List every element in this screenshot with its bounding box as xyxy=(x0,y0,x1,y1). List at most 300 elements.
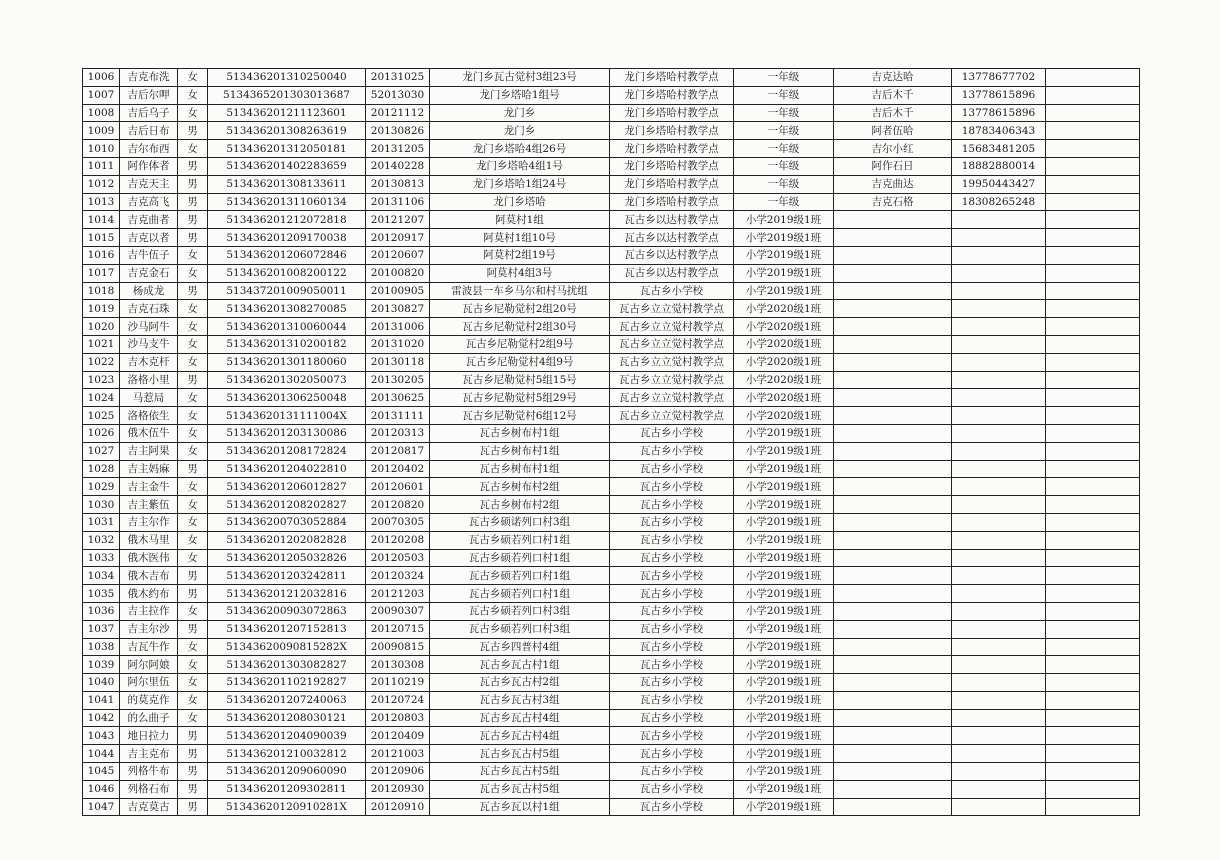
school-cell: 瓦古乡小学校 xyxy=(610,460,734,478)
phone-cell xyxy=(952,442,1046,460)
school-cell: 瓦古乡小学校 xyxy=(610,709,734,727)
extra-cell xyxy=(1046,407,1140,425)
address-cell: 瓦古乡尼勒觉村5组15号 xyxy=(430,371,610,389)
gender-cell: 男 xyxy=(178,763,208,781)
phone-cell xyxy=(952,531,1046,549)
id-number-cell: 513436201306250048 xyxy=(208,389,366,407)
table-row xyxy=(83,300,1140,318)
extra-cell xyxy=(1046,424,1140,442)
birth-date-cell: 20130813 xyxy=(366,175,430,193)
phone-cell xyxy=(952,478,1046,496)
table-row xyxy=(83,175,1140,193)
table-row xyxy=(83,531,1140,549)
row-number-cell: 1016 xyxy=(83,246,120,264)
grade-cell: 小学2019级1班 xyxy=(734,264,834,282)
student-name-cell: 吉尔布西 xyxy=(120,140,178,158)
guardian-name-cell xyxy=(834,300,952,318)
extra-cell xyxy=(1046,318,1140,336)
grade-cell: 一年级 xyxy=(734,175,834,193)
school-cell: 瓦古乡立立觉村教学点 xyxy=(610,407,734,425)
address-cell: 瓦古乡尼勒觉村5组29号 xyxy=(430,389,610,407)
table-row xyxy=(83,442,1140,460)
row-number-cell: 1011 xyxy=(83,157,120,175)
row-number-cell: 1017 xyxy=(83,264,120,282)
student-name-cell: 吉木克杆 xyxy=(120,353,178,371)
gender-cell: 女 xyxy=(178,709,208,727)
id-number-cell: 513436201206012827 xyxy=(208,478,366,496)
phone-cell: 15683481205 xyxy=(952,140,1046,158)
extra-cell xyxy=(1046,709,1140,727)
school-cell: 瓦古乡小学校 xyxy=(610,478,734,496)
gender-cell: 女 xyxy=(178,674,208,692)
grade-cell: 小学2019级1班 xyxy=(734,460,834,478)
address-cell: 龙门乡塔哈1组24号 xyxy=(430,175,610,193)
student-name-cell: 的么曲子 xyxy=(120,709,178,727)
birth-date-cell: 20120803 xyxy=(366,709,430,727)
student-name-cell: 阿尔里伍 xyxy=(120,674,178,692)
phone-cell xyxy=(952,745,1046,763)
row-number-cell: 1034 xyxy=(83,567,120,585)
student-name-cell: 吉主尔沙 xyxy=(120,620,178,638)
birth-date-cell: 20130118 xyxy=(366,353,430,371)
gender-cell: 女 xyxy=(178,656,208,674)
gender-cell: 女 xyxy=(178,353,208,371)
row-number-cell: 1012 xyxy=(83,175,120,193)
school-cell: 瓦古乡小学校 xyxy=(610,549,734,567)
id-number-cell: 513436201102192827 xyxy=(208,674,366,692)
address-cell: 龙门乡塔哈4组1号 xyxy=(430,157,610,175)
row-number-cell: 1032 xyxy=(83,531,120,549)
extra-cell xyxy=(1046,122,1140,140)
student-name-cell: 吉牛伍子 xyxy=(120,246,178,264)
extra-cell xyxy=(1046,585,1140,603)
extra-cell xyxy=(1046,763,1140,781)
id-number-cell: 513436201310060044 xyxy=(208,318,366,336)
birth-date-cell: 20130308 xyxy=(366,656,430,674)
school-cell: 龙门乡塔哈村教学点 xyxy=(610,157,734,175)
grade-cell: 一年级 xyxy=(734,193,834,211)
table-row xyxy=(83,353,1140,371)
address-cell: 瓦古乡树布村1组 xyxy=(430,442,610,460)
address-cell: 瓦古乡硕若列口村1组 xyxy=(430,585,610,603)
id-number-cell: 513436201208172824 xyxy=(208,442,366,460)
address-cell: 龙门乡瓦古觉村3组23号 xyxy=(430,69,610,87)
birth-date-cell: 20140228 xyxy=(366,157,430,175)
row-number-cell: 1035 xyxy=(83,585,120,603)
gender-cell: 男 xyxy=(178,175,208,193)
school-cell: 瓦古乡小学校 xyxy=(610,691,734,709)
row-number-cell: 1024 xyxy=(83,389,120,407)
gender-cell: 男 xyxy=(178,282,208,300)
student-name-cell: 吉主阿果 xyxy=(120,442,178,460)
phone-cell xyxy=(952,780,1046,798)
table-row xyxy=(83,407,1140,425)
address-cell: 瓦古乡瓦以村1组 xyxy=(430,798,610,816)
student-name-cell: 杨成龙 xyxy=(120,282,178,300)
phone-cell xyxy=(952,407,1046,425)
extra-cell xyxy=(1046,620,1140,638)
student-name-cell: 吉主金牛 xyxy=(120,478,178,496)
grade-cell: 一年级 xyxy=(734,140,834,158)
grade-cell: 小学2020级1班 xyxy=(734,318,834,336)
phone-cell xyxy=(952,389,1046,407)
birth-date-cell: 20120715 xyxy=(366,620,430,638)
school-cell: 瓦古乡以达村教学点 xyxy=(610,229,734,247)
id-number-cell: 513436201207152813 xyxy=(208,620,366,638)
address-cell: 龙门乡塔哈4组26号 xyxy=(430,140,610,158)
phone-cell xyxy=(952,424,1046,442)
id-number-cell: 513436201402283659 xyxy=(208,157,366,175)
phone-cell: 18308265248 xyxy=(952,193,1046,211)
school-cell: 瓦古乡小学校 xyxy=(610,585,734,603)
id-number-cell: 51343620131111004X xyxy=(208,407,366,425)
address-cell: 瓦古乡四普村4组 xyxy=(430,638,610,656)
gender-cell: 女 xyxy=(178,264,208,282)
id-number-cell: 513436201301180060 xyxy=(208,353,366,371)
school-cell: 瓦古乡小学校 xyxy=(610,282,734,300)
birth-date-cell: 20120724 xyxy=(366,691,430,709)
row-number-cell: 1007 xyxy=(83,86,120,104)
table-row xyxy=(83,620,1140,638)
row-number-cell: 1031 xyxy=(83,513,120,531)
id-number-cell: 513436201210032812 xyxy=(208,745,366,763)
row-number-cell: 1041 xyxy=(83,691,120,709)
extra-cell xyxy=(1046,104,1140,122)
extra-cell xyxy=(1046,780,1140,798)
grade-cell: 一年级 xyxy=(734,69,834,87)
id-number-cell: 513436201212032816 xyxy=(208,585,366,603)
extra-cell xyxy=(1046,638,1140,656)
student-name-cell: 吉克天主 xyxy=(120,175,178,193)
student-name-cell: 吉主克布 xyxy=(120,745,178,763)
guardian-name-cell xyxy=(834,371,952,389)
extra-cell xyxy=(1046,727,1140,745)
guardian-name-cell xyxy=(834,585,952,603)
gender-cell: 女 xyxy=(178,638,208,656)
guardian-name-cell xyxy=(834,709,952,727)
student-name-cell: 俄木医伟 xyxy=(120,549,178,567)
birth-date-cell: 20121003 xyxy=(366,745,430,763)
address-cell: 瓦古乡硕若列口村3组 xyxy=(430,602,610,620)
phone-cell xyxy=(952,620,1046,638)
birth-date-cell: 20131020 xyxy=(366,335,430,353)
row-number-cell: 1018 xyxy=(83,282,120,300)
row-number-cell: 1013 xyxy=(83,193,120,211)
guardian-name-cell xyxy=(834,442,952,460)
address-cell: 瓦古乡瓦古村5组 xyxy=(430,780,610,798)
school-cell: 瓦古乡小学校 xyxy=(610,513,734,531)
birth-date-cell: 20120930 xyxy=(366,780,430,798)
table-row xyxy=(83,371,1140,389)
phone-cell xyxy=(952,513,1046,531)
guardian-name-cell: 吉后木千 xyxy=(834,86,952,104)
row-number-cell: 1015 xyxy=(83,229,120,247)
row-number-cell: 1045 xyxy=(83,763,120,781)
id-number-cell: 513437201009050011 xyxy=(208,282,366,300)
row-number-cell: 1006 xyxy=(83,69,120,87)
extra-cell xyxy=(1046,442,1140,460)
guardian-name-cell xyxy=(834,282,952,300)
student-name-cell: 洛格依生 xyxy=(120,407,178,425)
row-number-cell: 1014 xyxy=(83,211,120,229)
gender-cell: 男 xyxy=(178,585,208,603)
table-row xyxy=(83,122,1140,140)
birth-date-cell: 20130827 xyxy=(366,300,430,318)
phone-cell: 18783406343 xyxy=(952,122,1046,140)
grade-cell: 小学2019级1班 xyxy=(734,691,834,709)
gender-cell: 女 xyxy=(178,407,208,425)
address-cell: 瓦古乡尼勒觉村2组30号 xyxy=(430,318,610,336)
gender-cell: 女 xyxy=(178,424,208,442)
address-cell: 龙门乡 xyxy=(430,122,610,140)
address-cell: 瓦古乡瓦古村4组 xyxy=(430,727,610,745)
grade-cell: 小学2019级1班 xyxy=(734,246,834,264)
row-number-cell: 1019 xyxy=(83,300,120,318)
id-number-cell: 513436200903072863 xyxy=(208,602,366,620)
id-number-cell: 513436520130301368​7 xyxy=(208,86,366,104)
address-cell: 阿莫村1组 xyxy=(430,211,610,229)
school-cell: 龙门乡塔哈村教学点 xyxy=(610,175,734,193)
school-cell: 瓦古乡立立觉村教学点 xyxy=(610,389,734,407)
row-number-cell: 1046 xyxy=(83,780,120,798)
student-name-cell: 吉后尔呷 xyxy=(120,86,178,104)
school-cell: 瓦古乡以达村教学点 xyxy=(610,211,734,229)
school-cell: 瓦古乡小学校 xyxy=(610,674,734,692)
birth-date-cell: 20131006 xyxy=(366,318,430,336)
guardian-name-cell xyxy=(834,656,952,674)
birth-date-cell: 20120601 xyxy=(366,478,430,496)
extra-cell xyxy=(1046,567,1140,585)
row-number-cell: 1030 xyxy=(83,496,120,514)
birth-date-cell: 20131111 xyxy=(366,407,430,425)
school-cell: 瓦古乡小学校 xyxy=(610,602,734,620)
table-row xyxy=(83,763,1140,781)
address-cell: 龙门乡塔哈 xyxy=(430,193,610,211)
table-row xyxy=(83,229,1140,247)
grade-cell: 小学2019级1班 xyxy=(734,229,834,247)
grade-cell: 小学2019级1班 xyxy=(734,513,834,531)
guardian-name-cell: 阿者伍哈 xyxy=(834,122,952,140)
phone-cell xyxy=(952,460,1046,478)
grade-cell: 小学2019级1班 xyxy=(734,549,834,567)
id-number-cell: 513436201212072818 xyxy=(208,211,366,229)
school-cell: 龙门乡塔哈村教学点 xyxy=(610,86,734,104)
extra-cell xyxy=(1046,656,1140,674)
table-row xyxy=(83,549,1140,567)
gender-cell: 女 xyxy=(178,513,208,531)
gender-cell: 男 xyxy=(178,727,208,745)
grade-cell: 小学2019级1班 xyxy=(734,798,834,816)
row-number-cell: 1028 xyxy=(83,460,120,478)
school-cell: 瓦古乡小学校 xyxy=(610,780,734,798)
birth-date-cell: 20100905 xyxy=(366,282,430,300)
birth-date-cell: 20130826 xyxy=(366,122,430,140)
gender-cell: 男 xyxy=(178,229,208,247)
table-row xyxy=(83,335,1140,353)
guardian-name-cell xyxy=(834,389,952,407)
table-row xyxy=(83,318,1140,336)
table-row xyxy=(83,691,1140,709)
table-row xyxy=(83,460,1140,478)
birth-date-cell: 20120910 xyxy=(366,798,430,816)
student-name-cell: 吉克石珠 xyxy=(120,300,178,318)
phone-cell xyxy=(952,691,1046,709)
school-cell: 瓦古乡小学校 xyxy=(610,656,734,674)
address-cell: 瓦古乡硕若列口村1组 xyxy=(430,567,610,585)
table-row xyxy=(83,656,1140,674)
extra-cell xyxy=(1046,140,1140,158)
table-row xyxy=(83,798,1140,816)
id-number-cell: 513436201302050073 xyxy=(208,371,366,389)
birth-date-cell: 20131106 xyxy=(366,193,430,211)
grade-cell: 一年级 xyxy=(734,157,834,175)
gender-cell: 男 xyxy=(178,745,208,763)
extra-cell xyxy=(1046,513,1140,531)
student-name-cell: 沙马阿牛 xyxy=(120,318,178,336)
phone-cell xyxy=(952,371,1046,389)
gender-cell: 男 xyxy=(178,798,208,816)
student-name-cell: 阿尔阿娘 xyxy=(120,656,178,674)
address-cell: 阿莫村4组3号 xyxy=(430,264,610,282)
grade-cell: 小学2019级1班 xyxy=(734,709,834,727)
address-cell: 瓦古乡瓦古村3组 xyxy=(430,691,610,709)
school-cell: 瓦古乡小学校 xyxy=(610,424,734,442)
phone-cell xyxy=(952,229,1046,247)
extra-cell xyxy=(1046,478,1140,496)
id-number-cell: 513436201303082827 xyxy=(208,656,366,674)
address-cell: 龙门乡塔哈1组号 xyxy=(430,86,610,104)
address-cell: 瓦古乡硕若列口村3组 xyxy=(430,620,610,638)
address-cell: 瓦古乡树布村1组 xyxy=(430,460,610,478)
extra-cell xyxy=(1046,460,1140,478)
student-name-cell: 洛格小里 xyxy=(120,371,178,389)
guardian-name-cell xyxy=(834,424,952,442)
student-name-cell: 吉克高飞 xyxy=(120,193,178,211)
address-cell: 瓦古乡树布村2组 xyxy=(430,496,610,514)
table-row xyxy=(83,246,1140,264)
extra-cell xyxy=(1046,300,1140,318)
extra-cell xyxy=(1046,691,1140,709)
gender-cell: 男 xyxy=(178,157,208,175)
table-row xyxy=(83,282,1140,300)
phone-cell xyxy=(952,602,1046,620)
id-number-cell: 513436201206072846 xyxy=(208,246,366,264)
phone-cell: 19950443427 xyxy=(952,175,1046,193)
row-number-cell: 1008 xyxy=(83,104,120,122)
student-name-cell: 吉主妈麻 xyxy=(120,460,178,478)
birth-date-cell: 20090815 xyxy=(366,638,430,656)
gender-cell: 女 xyxy=(178,549,208,567)
phone-cell xyxy=(952,300,1046,318)
id-number-cell: 51343620090815282X xyxy=(208,638,366,656)
extra-cell xyxy=(1046,246,1140,264)
phone-cell xyxy=(952,709,1046,727)
id-number-cell: 513436201202082828 xyxy=(208,531,366,549)
table-row xyxy=(83,567,1140,585)
grade-cell: 小学2020级1班 xyxy=(734,300,834,318)
id-number-cell: 513436201203242811 xyxy=(208,567,366,585)
birth-date-cell: 20131025 xyxy=(366,69,430,87)
gender-cell: 男 xyxy=(178,211,208,229)
school-cell: 瓦古乡立立觉村教学点 xyxy=(610,353,734,371)
school-cell: 瓦古乡立立觉村教学点 xyxy=(610,318,734,336)
school-cell: 瓦古乡以达村教学点 xyxy=(610,246,734,264)
birth-date-cell: 20100820 xyxy=(366,264,430,282)
id-number-cell: 513436201310250040 xyxy=(208,69,366,87)
table-row xyxy=(83,86,1140,104)
student-name-cell: 吉克金石 xyxy=(120,264,178,282)
phone-cell xyxy=(952,638,1046,656)
address-cell: 瓦古乡瓦古村4组 xyxy=(430,709,610,727)
table-row xyxy=(83,745,1140,763)
gender-cell: 男 xyxy=(178,620,208,638)
row-number-cell: 1022 xyxy=(83,353,120,371)
guardian-name-cell xyxy=(834,780,952,798)
table-row xyxy=(83,104,1140,122)
guardian-name-cell xyxy=(834,638,952,656)
birth-date-cell: 20110219 xyxy=(366,674,430,692)
gender-cell: 女 xyxy=(178,531,208,549)
address-cell: 瓦古乡瓦古村2组 xyxy=(430,674,610,692)
grade-cell: 小学2019级1班 xyxy=(734,211,834,229)
gender-cell: 女 xyxy=(178,602,208,620)
guardian-name-cell xyxy=(834,513,952,531)
gender-cell: 男 xyxy=(178,193,208,211)
student-name-cell: 列格石布 xyxy=(120,780,178,798)
table-row xyxy=(83,193,1140,211)
address-cell: 瓦古乡尼勒觉村2组20号 xyxy=(430,300,610,318)
student-name-cell: 阿作体者 xyxy=(120,157,178,175)
gender-cell: 女 xyxy=(178,318,208,336)
student-name-cell: 马惹局 xyxy=(120,389,178,407)
grade-cell: 小学2019级1班 xyxy=(734,424,834,442)
school-cell: 瓦古乡小学校 xyxy=(610,727,734,745)
gender-cell: 男 xyxy=(178,460,208,478)
guardian-name-cell xyxy=(834,727,952,745)
grade-cell: 小学2019级1班 xyxy=(734,727,834,745)
table-row xyxy=(83,638,1140,656)
extra-cell xyxy=(1046,371,1140,389)
table-row xyxy=(83,513,1140,531)
student-name-cell: 吉克曲者 xyxy=(120,211,178,229)
gender-cell: 女 xyxy=(178,140,208,158)
school-cell: 瓦古乡小学校 xyxy=(610,442,734,460)
row-number-cell: 1027 xyxy=(83,442,120,460)
student-name-cell: 列格牛布 xyxy=(120,763,178,781)
phone-cell: 13778615896 xyxy=(952,104,1046,122)
school-cell: 瓦古乡小学校 xyxy=(610,567,734,585)
address-cell: 瓦古乡瓦古村5组 xyxy=(430,763,610,781)
gender-cell: 女 xyxy=(178,86,208,104)
student-name-cell: 俄木马里 xyxy=(120,531,178,549)
extra-cell xyxy=(1046,531,1140,549)
id-number-cell: 513436201204022810 xyxy=(208,460,366,478)
birth-date-cell: 20090307 xyxy=(366,602,430,620)
extra-cell xyxy=(1046,798,1140,816)
birth-date-cell: 20120402 xyxy=(366,460,430,478)
birth-date-cell: 20121207 xyxy=(366,211,430,229)
gender-cell: 女 xyxy=(178,104,208,122)
address-cell: 瓦古乡尼勒觉村6组12号 xyxy=(430,407,610,425)
table-row xyxy=(83,389,1140,407)
id-number-cell: 513436201308270085 xyxy=(208,300,366,318)
grade-cell: 小学2019级1班 xyxy=(734,602,834,620)
row-number-cell: 1042 xyxy=(83,709,120,727)
birth-date-cell: 20070305 xyxy=(366,513,430,531)
extra-cell xyxy=(1046,389,1140,407)
extra-cell xyxy=(1046,211,1140,229)
extra-cell xyxy=(1046,229,1140,247)
